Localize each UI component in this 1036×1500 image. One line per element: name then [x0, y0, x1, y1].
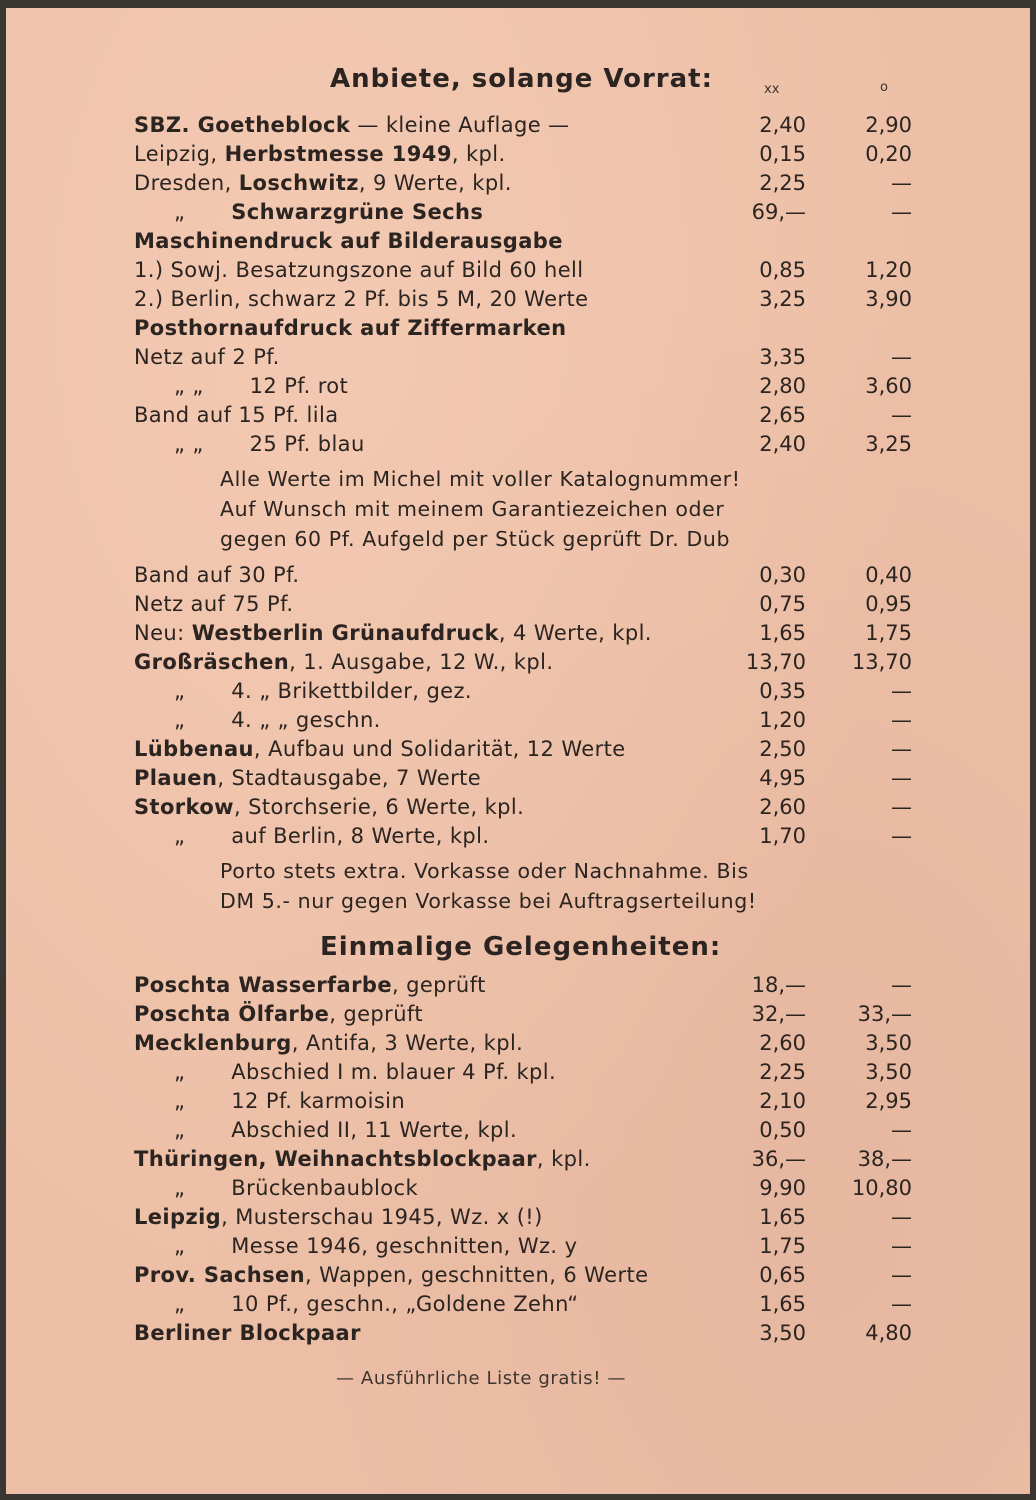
item-details: 2.) Berlin, schwarz 2 Pf. bis 5 M, 20 Werte — [134, 287, 589, 311]
ditto-mark: „ — [174, 824, 186, 848]
item-details: Messe 1946, geschnitten, Wz. y — [231, 1234, 578, 1258]
price-mint: 0,65 — [759, 1263, 806, 1287]
price-row — [6, 705, 1030, 735]
price-mint: 3,50 — [759, 1321, 806, 1345]
price-used: 2,95 — [865, 1089, 912, 1113]
price-mint: 2,50 — [759, 737, 806, 761]
item-details: , 9 Werte, kpl. — [358, 171, 512, 195]
price-used: — — [891, 737, 912, 761]
price-used: — — [891, 679, 912, 703]
item-details: , Antifa, 3 Werte, kpl. — [291, 1031, 524, 1055]
item-description — [174, 429, 365, 459]
price-mint: 0,85 — [759, 258, 806, 282]
item-details: , geprüft — [329, 1002, 423, 1026]
price-mint: 3,35 — [759, 345, 806, 369]
price-used: — — [891, 171, 912, 195]
price-mint: 13,70 — [745, 650, 806, 674]
price-used: 0,95 — [865, 592, 912, 616]
item-title: Westberlin Grünaufdruck — [191, 621, 499, 645]
price-used: 4,80 — [865, 1321, 912, 1345]
price-row — [6, 821, 1030, 851]
item-details: , geprüft — [391, 973, 486, 997]
price-used: 3,50 — [865, 1060, 912, 1084]
price-row — [6, 168, 1030, 198]
item-description — [134, 168, 512, 198]
item-description — [134, 734, 626, 764]
price-used: 0,20 — [865, 142, 912, 166]
price-used: 3,50 — [865, 1031, 912, 1055]
price-mint: 9,90 — [759, 1176, 806, 1200]
item-description — [134, 647, 553, 677]
ditto-mark: „ — [174, 1292, 186, 1316]
item-description — [174, 1086, 405, 1116]
price-mint: 3,25 — [759, 287, 806, 311]
price-mint: 18,— — [751, 973, 806, 997]
item-details: Netz auf 2 Pf. — [134, 345, 280, 369]
item-details: , Storchserie, 6 Werte, kpl. — [233, 795, 525, 819]
item-description — [134, 792, 524, 822]
item-prefix: Neu: — [134, 621, 192, 645]
price-row — [6, 1318, 1030, 1348]
ditto-mark: „ — [174, 1176, 186, 1200]
item-details: — kleine Auflage — — [350, 113, 570, 137]
price-used: — — [891, 1205, 912, 1229]
ditto-mark: „ — [174, 1118, 186, 1142]
price-mint: 1,65 — [759, 621, 806, 645]
item-description — [134, 284, 588, 314]
price-row — [6, 1202, 1030, 1232]
item-description — [134, 1260, 648, 1290]
price-list-sheet — [6, 8, 1030, 1494]
price-list — [6, 8, 1030, 1494]
item-details: , kpl. — [451, 142, 506, 166]
item-title: Storkow — [134, 795, 234, 819]
price-mint: 32,— — [751, 1002, 806, 1026]
price-row — [6, 792, 1030, 822]
item-details: Abschied I m. blauer 4 Pf. kpl. — [231, 1060, 557, 1084]
price-mint: 1,70 — [759, 824, 806, 848]
price-row — [6, 734, 1030, 764]
item-description — [174, 1057, 556, 1087]
price-mint: 1,20 — [759, 708, 806, 732]
item-details: 1.) Sowj. Besatzungszone auf Bild 60 hell — [134, 258, 584, 282]
item-description — [134, 999, 423, 1029]
item-description — [174, 1289, 579, 1319]
price-mint: 0,30 — [759, 563, 806, 587]
price-row — [6, 1144, 1030, 1174]
price-row — [6, 255, 1030, 285]
price-used: — — [891, 795, 912, 819]
item-description — [134, 1144, 591, 1174]
price-row — [6, 400, 1030, 430]
item-description — [174, 1231, 577, 1261]
item-details: Brückenbaublock — [231, 1176, 419, 1200]
price-row — [6, 226, 1030, 256]
price-row — [6, 999, 1030, 1029]
price-mint: 2,40 — [759, 113, 806, 137]
footer-note: — Ausführliche Liste gratis! — — [336, 1368, 626, 1389]
item-prefix: Leipzig, — [134, 142, 225, 166]
price-row — [6, 1231, 1030, 1261]
item-title: Mecklenburg — [134, 1031, 292, 1055]
price-used: 3,25 — [865, 432, 912, 456]
item-description — [134, 255, 584, 285]
price-mint: 0,50 — [759, 1118, 806, 1142]
price-mint: 0,35 — [759, 679, 806, 703]
price-used: 3,90 — [865, 287, 912, 311]
item-title: Großräschen — [134, 650, 290, 674]
price-used: — — [891, 766, 912, 790]
ditto-mark: „ „ — [174, 374, 204, 398]
price-mint: 2,25 — [759, 171, 806, 195]
item-details: , kpl. — [536, 1147, 591, 1171]
price-mint: 2,40 — [759, 432, 806, 456]
note-line: Alle Werte im Michel mit voller Katalognummer! — [220, 467, 741, 491]
price-mint: 1,65 — [759, 1292, 806, 1316]
price-mint: 1,75 — [759, 1234, 806, 1258]
price-used: — — [891, 1292, 912, 1316]
price-used: — — [891, 1263, 912, 1287]
item-details: 12 Pf. rot — [249, 374, 349, 398]
note-line: Porto stets extra. Vorkasse oder Nachnahme. Bis — [220, 859, 749, 883]
item-details: 10 Pf., geschn., „Goldene Zehn“ — [231, 1292, 579, 1316]
column-header-mint: xx — [764, 82, 780, 97]
price-mint: 2,10 — [759, 1089, 806, 1113]
price-mint: 0,15 — [759, 142, 806, 166]
item-title: Lübbenau — [134, 737, 254, 761]
item-description — [174, 1115, 517, 1145]
item-description — [174, 197, 483, 227]
price-used: — — [891, 403, 912, 427]
item-description — [174, 705, 381, 735]
price-mint: 0,75 — [759, 592, 806, 616]
price-used: 3,60 — [865, 374, 912, 398]
item-title: Leipzig — [134, 1205, 222, 1229]
price-row — [6, 284, 1030, 314]
item-prefix: Dresden, — [134, 171, 239, 195]
item-description — [174, 1173, 418, 1203]
price-used: — — [891, 708, 912, 732]
price-row — [6, 1057, 1030, 1087]
price-row — [6, 371, 1030, 401]
price-used: — — [891, 1118, 912, 1142]
price-row — [6, 1115, 1030, 1145]
item-description — [134, 1318, 361, 1348]
item-title: Prov. Sachsen — [134, 1263, 306, 1287]
column-header-used: o — [880, 80, 888, 95]
item-description — [134, 970, 486, 1000]
price-row — [6, 110, 1030, 140]
note-line: gegen 60 Pf. Aufgeld per Stück geprüft Dr. Dub — [220, 527, 731, 551]
price-used: — — [891, 345, 912, 369]
item-details: Band auf 15 Pf. lila — [134, 403, 339, 427]
price-mint: 2,80 — [759, 374, 806, 398]
item-description — [134, 560, 299, 590]
price-row — [6, 342, 1030, 372]
item-title: Poschta Wasserfarbe — [134, 973, 392, 997]
price-mint: 2,65 — [759, 403, 806, 427]
item-details: , Wappen, geschnitten, 6 Werte — [305, 1263, 649, 1287]
price-row — [6, 618, 1030, 648]
item-description — [134, 589, 293, 619]
item-description — [134, 763, 481, 793]
item-title: Herbstmesse 1949 — [224, 142, 452, 166]
ditto-mark: „ — [174, 1234, 186, 1258]
item-description — [134, 618, 652, 648]
item-details: auf Berlin, 8 Werte, kpl. — [231, 824, 490, 848]
price-used: 13,70 — [851, 650, 912, 674]
item-details: Abschied II, 11 Werte, kpl. — [231, 1118, 518, 1142]
price-used: 38,— — [857, 1147, 912, 1171]
price-used: — — [891, 200, 912, 224]
item-title: SBZ. Goetheblock — [134, 113, 351, 137]
item-title: Plauen — [134, 766, 218, 790]
item-details: 4. „ Brikettbilder, gez. — [231, 679, 473, 703]
price-used: 1,75 — [865, 621, 912, 645]
price-row — [6, 139, 1030, 169]
ditto-mark: „ — [174, 200, 186, 224]
item-description — [134, 1202, 543, 1232]
item-details: , Musterschau 1945, Wz. x (!) — [221, 1205, 543, 1229]
price-used: 2,90 — [865, 113, 912, 137]
price-row — [6, 589, 1030, 619]
ditto-mark: „ — [174, 1060, 186, 1084]
price-row — [6, 676, 1030, 706]
ditto-mark: „ — [174, 1089, 186, 1113]
ditto-mark: „ „ — [174, 432, 204, 456]
price-row — [6, 1289, 1030, 1319]
item-details: 12 Pf. karmoisin — [231, 1089, 406, 1113]
price-used: 33,— — [857, 1002, 912, 1026]
price-used: — — [891, 1234, 912, 1258]
item-description — [134, 400, 339, 430]
note-line: Auf Wunsch mit meinem Garantiezeichen oder — [220, 497, 725, 521]
price-row — [6, 429, 1030, 459]
item-details: , Aufbau und Solidarität, 12 Werte — [253, 737, 626, 761]
item-details: 4. „ „ geschn. — [231, 708, 381, 732]
price-mint: 69,— — [751, 200, 806, 224]
price-row — [6, 763, 1030, 793]
item-description — [174, 821, 489, 851]
price-mint: 2,60 — [759, 1031, 806, 1055]
item-details: , 4 Werte, kpl. — [498, 621, 652, 645]
price-mint: 2,25 — [759, 1060, 806, 1084]
price-mint: 2,60 — [759, 795, 806, 819]
price-row — [6, 197, 1030, 227]
item-description — [174, 371, 348, 401]
item-title: Loschwitz — [238, 171, 359, 195]
item-details: 25 Pf. blau — [249, 432, 365, 456]
item-details: Netz auf 75 Pf. — [134, 592, 294, 616]
item-description — [134, 110, 570, 140]
note-line: DM 5.- nur gegen Vorkasse bei Auftragserteilung! — [220, 889, 757, 913]
item-description — [174, 676, 472, 706]
item-description — [134, 226, 563, 256]
price-row — [6, 1028, 1030, 1058]
item-description — [134, 139, 506, 169]
heading-special-offers: Einmalige Gelegenheiten: — [320, 932, 722, 962]
price-row — [6, 560, 1030, 590]
price-used: 0,40 — [865, 563, 912, 587]
item-details: Band auf 30 Pf. — [134, 563, 300, 587]
price-mint: 1,65 — [759, 1205, 806, 1229]
item-details: , Stadtausgabe, 7 Werte — [217, 766, 482, 790]
price-row — [6, 1173, 1030, 1203]
price-row — [6, 1086, 1030, 1116]
item-title: Schwarzgrüne Sechs — [231, 200, 484, 224]
ditto-mark: „ — [174, 679, 186, 703]
item-details: , 1. Ausgabe, 12 W., kpl. — [289, 650, 554, 674]
price-used: — — [891, 824, 912, 848]
item-title: Posthornaufdruck auf Ziffermarken — [134, 316, 567, 340]
price-used: 10,80 — [851, 1176, 912, 1200]
price-row — [6, 970, 1030, 1000]
ditto-mark: „ — [174, 708, 186, 732]
item-title: Maschinendruck auf Bilderausgabe — [134, 229, 563, 253]
item-description — [134, 313, 566, 343]
item-title: Berliner Blockpaar — [134, 1321, 361, 1345]
price-row — [6, 647, 1030, 677]
item-title: Thüringen, Weihnachtsblockpaar — [134, 1147, 537, 1171]
price-mint: 4,95 — [759, 766, 806, 790]
item-description — [134, 1028, 523, 1058]
item-title: Poschta Ölfarbe — [134, 1002, 330, 1026]
price-row — [6, 1260, 1030, 1290]
price-used: 1,20 — [865, 258, 912, 282]
price-mint: 36,— — [751, 1147, 806, 1171]
price-used: — — [891, 973, 912, 997]
price-row — [6, 313, 1030, 343]
heading-offer: Anbiete, solange Vorrat: — [330, 64, 713, 94]
item-description — [134, 342, 280, 372]
